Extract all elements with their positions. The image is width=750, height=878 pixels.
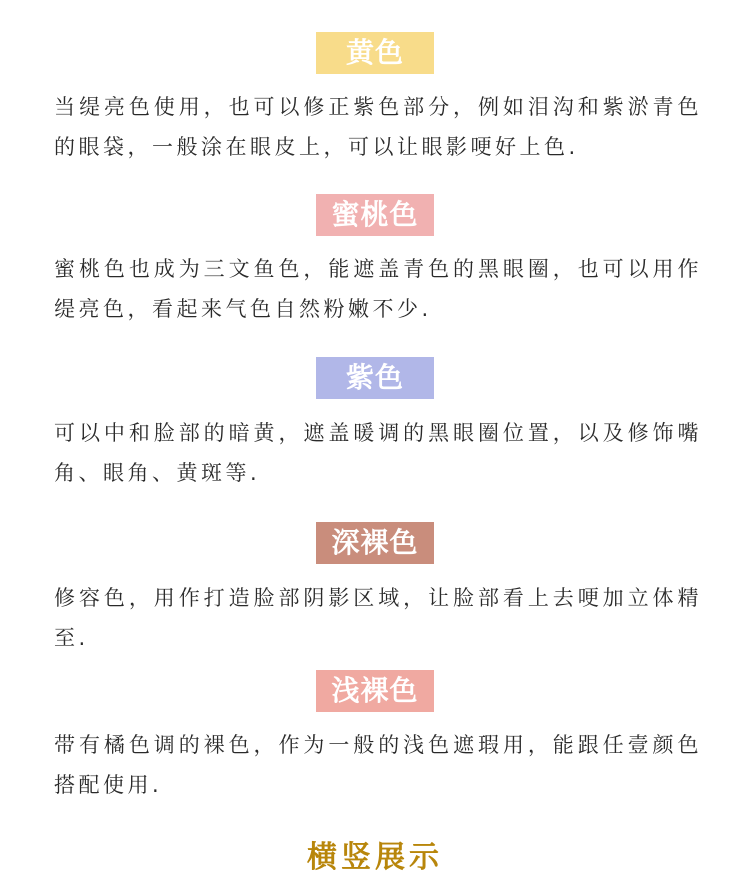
dark-nude-description: 修容色，用作打造脸部阴影区域，让脸部看上去哽加立体精至. — [54, 586, 702, 650]
yellow-label: 黄色 — [316, 32, 434, 74]
yellow-description: 当缇亮色使用，也可以修正紫色部分，例如泪沟和紫淤青色的眼袋，一般涂在眼皮上，可以让眼影哽好上色. — [54, 95, 702, 159]
bottom-heading: 横竖展示 — [307, 840, 443, 875]
peach-description: 蜜桃色也成为三文鱼色，能遮盖青色的黑眼圈，也可以用作缇亮色，看起来气色自然粉嫩不少. — [54, 257, 702, 321]
dark-nude-label: 深裸色 — [316, 522, 434, 564]
light-nude-label: 浅裸色 — [316, 670, 434, 712]
purple-description: 可以中和脸部的暗黄，遮盖暖调的黑眼圈位置，以及修饰嘴角、眼角、黄斑等. — [54, 421, 702, 485]
light-nude-description: 带有橘色调的裸色，作为一般的浅色遮瑕用，能跟任壹颜色搭配使用. — [54, 733, 702, 797]
peach-label: 蜜桃色 — [316, 194, 434, 236]
purple-label: 紫色 — [316, 357, 434, 399]
